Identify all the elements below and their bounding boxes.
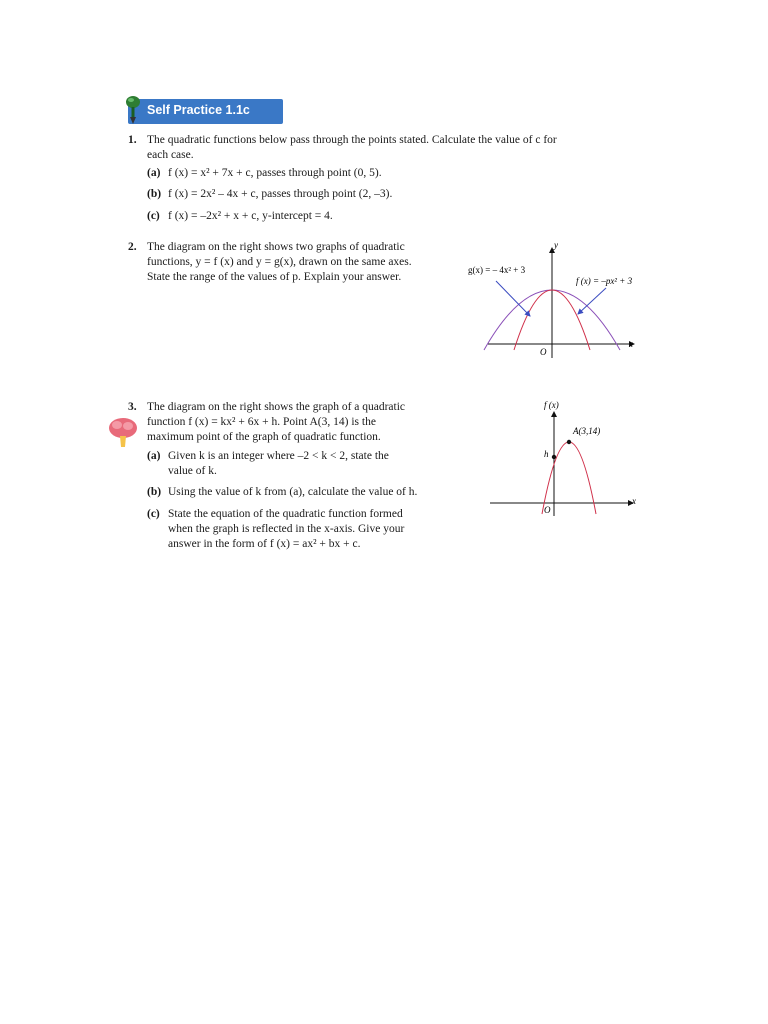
q3-h-label: h <box>544 449 549 459</box>
q3-line1: The diagram on the right shows the graph of a quadratic <box>147 401 406 413</box>
q3-number: 3. <box>128 401 137 413</box>
pin-icon <box>122 95 144 125</box>
q2-origin: O <box>540 347 547 357</box>
q3-max-point <box>567 440 571 444</box>
q3-b-label: (b) <box>147 486 162 498</box>
section-banner <box>128 99 283 124</box>
q2-x-label: x <box>629 339 633 349</box>
brain-icon <box>106 415 140 449</box>
q1-c-label: (c) <box>147 210 160 222</box>
q1-b-text: f (x) = 2x² – 4x + c, passes through point (2, –3). <box>168 188 393 200</box>
q1-number: 1. <box>128 134 137 146</box>
q3-a-line2: value of k. <box>168 465 217 477</box>
q3-c-line1: State the equation of the quadratic function formed <box>168 508 403 520</box>
q3-c-line3: answer in the form of f (x) = ax² + bx + c. <box>168 538 361 550</box>
q1-a-label: (a) <box>147 167 161 179</box>
q2-g-label: g(x) = – 4x² + 3 <box>468 265 526 275</box>
q3-a-line1: Given k is an integer where –2 < k < 2, state the <box>168 450 389 462</box>
q3-graph <box>485 396 640 521</box>
q3-origin: O <box>544 505 551 515</box>
q3-line3: maximum point of the graph of quadratic function. <box>147 431 381 443</box>
q3-point-label: A(3,14) <box>573 426 601 436</box>
q2-graph <box>460 236 650 366</box>
q2-line3: State the range of the values of p. Explain your answer. <box>147 271 402 283</box>
q2-y-label: y <box>554 240 558 250</box>
q3-y-label: f (x) <box>544 400 559 410</box>
q1-b-label: (b) <box>147 188 162 200</box>
section-title: Self Practice 1.1c <box>147 103 250 117</box>
q3-a-label: (a) <box>147 450 161 462</box>
q2-f-label: f (x) = –px² + 3 <box>576 276 633 286</box>
q3-b-text: Using the value of k from (a), calculate the value of h. <box>168 486 418 498</box>
q2-line2: functions, y = f (x) and y = g(x), drawn on the same axes. <box>147 256 412 268</box>
q2-number: 2. <box>128 241 137 253</box>
q3-h-point <box>552 455 556 459</box>
q3-line2: function f (x) = kx² + 6x + h. Point A(3, 14) is the <box>147 416 376 428</box>
q1-stem-line2: each case. <box>147 149 194 161</box>
q3-c-line2: when the graph is reflected in the x-axis. Give your <box>168 523 405 535</box>
q3-c-label: (c) <box>147 508 160 520</box>
q2-arrow-g <box>496 281 530 316</box>
q1-stem-line1: The quadratic functions below pass through the points stated. Calculate the value of c for <box>147 134 557 146</box>
q1-a-text: f (x) = x² + 7x + c, passes through point (0, 5). <box>168 167 382 179</box>
q3-x-label: x <box>632 496 636 506</box>
q2-line1: The diagram on the right shows two graphs of quadratic <box>147 241 405 253</box>
q1-c-text: f (x) = –2x² + x + c, y-intercept = 4. <box>168 210 333 222</box>
